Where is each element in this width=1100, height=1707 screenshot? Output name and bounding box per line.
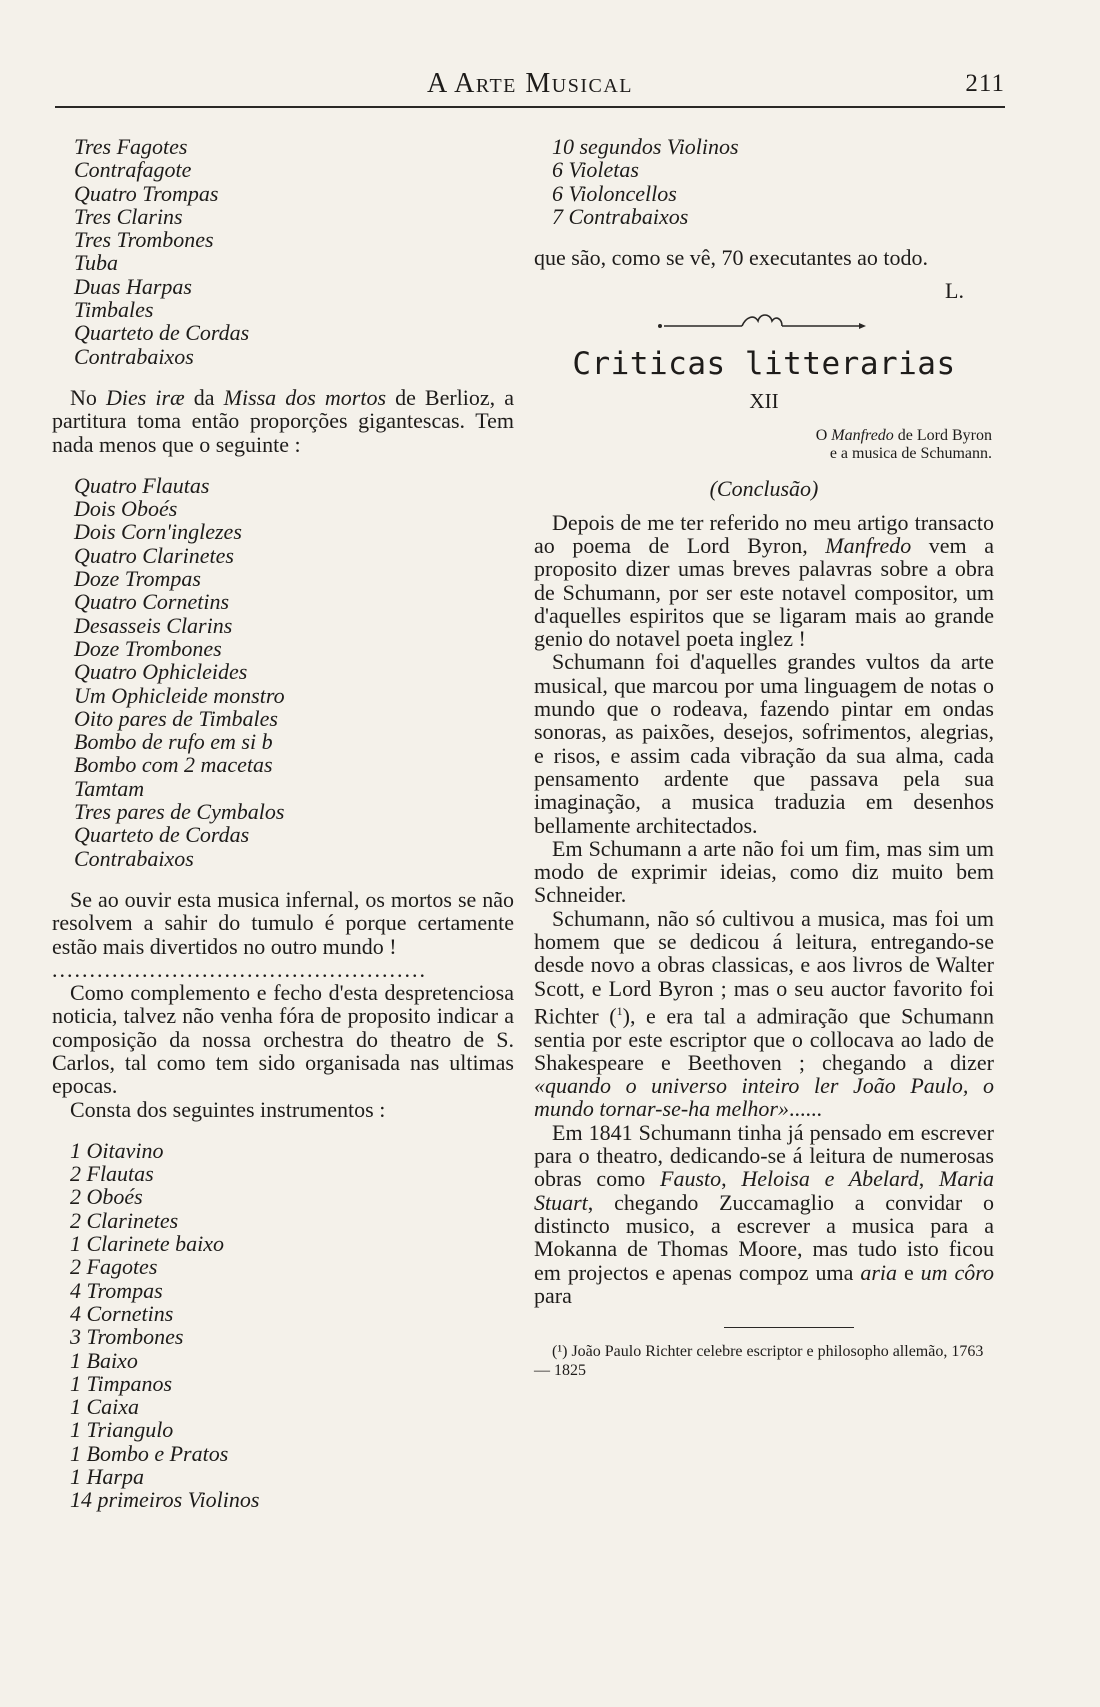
italic-title: um côro [920, 1259, 994, 1285]
ornament-divider [534, 309, 994, 339]
italic-title: Missa dos mortos [223, 384, 387, 410]
dotted-separator: .................................................. [52, 957, 427, 982]
page-number: 211 [965, 70, 1005, 97]
paragraph-2: Schumann foi d'aquelles grandes vultos da arte musical, que marcou por uma linguagem de notas o mundo que o rodeava, fazendo pintar em ondas sonoras, as paixões, desejos, sofrimentos, alegrias, e risos, e assim cada vibração da sua alma, cada pensamento ardente que passava pela sua imaginação, a musica traduzia em desenhos bellamente architectados. [534, 649, 994, 838]
list-item: 4 Cornetins [70, 1300, 174, 1326]
list-item: 1 Caixa [70, 1394, 140, 1420]
text-run: Depois de me ter referido no meu artigo transacto ao poema de Lord Byron, [534, 509, 994, 558]
conclusion-label: (Conclusão) [709, 476, 819, 502]
list-item: Bombo de rufo em si b [74, 729, 273, 755]
paragraph-infernal: Se ao ouvir esta musica infernal, os mortos se não resolvem a sahir do tumulo é porque certamente estão mais divertidos no outro mundo ! [52, 886, 514, 959]
header-rule [55, 106, 1005, 108]
list-item: Quatro Cornetins [74, 589, 230, 615]
paragraph-5 [534, 1121, 994, 1307]
list-item: Tuba [74, 250, 119, 276]
list-item: 1 Oitavino [70, 1137, 164, 1163]
list-item: Dois Oboés [74, 496, 178, 522]
spacer [52, 1121, 514, 1139]
footnote-ref: 1 [616, 1003, 623, 1018]
list-item: Quarteto de Cordas [74, 822, 250, 848]
list-item: Timbales [74, 297, 154, 323]
list-item: 1 Bombo e Pratos [70, 1440, 229, 1466]
paragraph-1 [534, 511, 994, 651]
section-title: Criticas litterarias [572, 345, 956, 382]
text-run: vem a proposito dizer umas breves palavras sobre a obra de Schumann, por ser este notavel compositor, um d'aquelles espiritos que se ligaram mais ao grande genio do notavel poeta inglez ! [534, 532, 994, 652]
text-run: Schumann, não só cultivou a musica, mas foi um homem que se dedicou á leitura, entregando-se desde novo a obras classicas, e aos livros de Walter Scott, e Lord Byron ; mas o seu auctor favorito foi Richter ( [534, 905, 994, 1029]
text-run: de Berlioz, a partitura toma então proporções gigantescas. Tem nada menos que o seguinte : [52, 384, 515, 457]
list-item: Doze Trompas [74, 566, 201, 592]
list-item: Contrafagote [74, 157, 192, 183]
list-item: 4 Trompas [70, 1277, 163, 1303]
subtitle-line [534, 427, 992, 445]
list-item: 6 Violetas [552, 157, 639, 183]
journal-title: A Arte Musical [426, 68, 634, 99]
italic-title: Manfredo [825, 532, 912, 558]
list-item: Quatro Ophicleides [74, 659, 248, 685]
spacer [534, 228, 994, 246]
left-column [52, 135, 514, 1512]
list-item: Contrabaixos [74, 343, 194, 369]
list-item: Oito pares de Timbales [74, 705, 278, 731]
text-run: O [815, 427, 832, 445]
list-item: Tres Trombones [74, 227, 214, 253]
list-item: 3 Trombones [70, 1324, 184, 1350]
article-subtitle [534, 427, 994, 463]
text-run: de Lord Byron [893, 427, 992, 445]
spacer [52, 870, 514, 888]
text-run: Em 1841 Schumann tinha já pensado em escrever para o theatro, dedicando-se á leitura de numerosas obras como [534, 1119, 994, 1192]
list-item: Tres pares de Cymbalos [74, 799, 285, 825]
paragraph-complemento: Como complemento e fecho d'esta despretenciosa noticia, talvez não venha fóra de proposito indicar a composição da nossa orchestra do theatro de S. Carlos, tal como tem sido organisada nas ultimas epocas. [52, 980, 514, 1099]
list-item: 14 primeiros Violinos [70, 1487, 260, 1513]
text-run: para [534, 1282, 572, 1308]
italic-title: Heloisa e Abelard [741, 1166, 919, 1192]
paragraph-total: que são, como se vê, 70 executantes ao todo. [534, 245, 929, 271]
list-item: Quatro Flautas [74, 472, 210, 498]
italic-quote: «quando o universo inteiro ler João Paulo, o mundo tornar-se-ha melhor» [534, 1073, 994, 1122]
text-run: ), e era tal a admiração que Schumann sentia por este escriptor que o collocava ao lado de Shakespeare e Beethoven ; chegando a dizer [534, 1003, 994, 1075]
list-item: 10 segundos Violinos [552, 134, 739, 159]
italic-title: Manfredo [831, 427, 894, 445]
section-number: XII [749, 389, 779, 414]
list-item: Quatro Clarinetes [74, 542, 234, 568]
list-item: 2 Flautas [70, 1161, 154, 1187]
list-item: 2 Fagotes [70, 1254, 158, 1280]
list-item: Contrabaixos [74, 845, 194, 871]
italic-title: Maria Stuart [534, 1166, 995, 1215]
list-item: 1 Timpanos [70, 1370, 173, 1396]
text-run: , [918, 1166, 940, 1192]
paragraph-dies-irae [52, 386, 514, 456]
spacer [534, 269, 994, 279]
text-run: e [897, 1259, 921, 1285]
list-item: 2 Oboés [70, 1184, 143, 1210]
text-run: , [721, 1166, 742, 1192]
instrument-list-berlioz [52, 474, 514, 870]
running-header [55, 68, 1005, 108]
instrument-list-strings [534, 135, 994, 228]
list-item: 1 Baixo [70, 1347, 138, 1373]
flourish-icon [644, 309, 884, 335]
text-run: ...... [789, 1096, 822, 1122]
instrument-list-top [52, 135, 514, 368]
spacer [52, 456, 514, 474]
list-item: 1 Triangulo [70, 1417, 174, 1443]
instrument-list-scarlos [52, 1139, 514, 1512]
list-item: 7 Contrabaixos [552, 203, 689, 229]
text-run: , chegando Zuccamaglio a convidar o distincto musico, a escrever a musica para a Mokanna de Thomas Moore, mas tudo isto ficou em projectos e apenas compoz uma [534, 1189, 994, 1285]
list-item: Um Ophicleide monstro [74, 682, 285, 708]
list-item: 1 Harpa [70, 1464, 144, 1490]
list-item: Bombo com 2 macetas [74, 752, 273, 778]
paragraph-4 [534, 907, 994, 1121]
list-item: Desasseis Clarins [74, 612, 233, 638]
list-item: 6 Violoncellos [552, 180, 677, 206]
italic-title: Dies iræ [105, 384, 185, 410]
paragraph-3: Em Schumann a arte não foi um fim, mas sim um modo de exprimir ideias, como diz muito bem Schneider. [534, 835, 994, 908]
spacer [52, 368, 514, 386]
italic-title: Fausto [660, 1166, 722, 1192]
list-item: 2 Clarinetes [70, 1207, 179, 1233]
list-item: Tamtam [74, 775, 145, 801]
text-run: da [184, 384, 224, 410]
list-item: Quatro Trompas [74, 180, 219, 206]
list-item: Tres Clarins [74, 203, 183, 229]
list-item: Duas Harpas [74, 273, 192, 299]
italic-title: aria [860, 1259, 897, 1285]
author-signature: L. [945, 278, 964, 304]
paragraph-consta: Consta dos seguintes instrumentos : [70, 1096, 386, 1122]
right-column [534, 135, 994, 1380]
list-item: 1 Clarinete baixo [70, 1231, 224, 1257]
text-run: No [70, 384, 106, 410]
list-item: Dois Corn'inglezes [74, 519, 242, 545]
footnote-rule [724, 1327, 854, 1328]
list-item: Quarteto de Cordas [74, 320, 250, 346]
list-item: Tres Fagotes [74, 134, 188, 159]
list-item: Doze Trombones [74, 635, 222, 661]
subtitle-line: e a musica de Schumann. [829, 445, 992, 463]
footnote: (¹) João Paulo Richter celebre escriptor e philosopho allemão, 1763 — 1825 [534, 1343, 984, 1380]
